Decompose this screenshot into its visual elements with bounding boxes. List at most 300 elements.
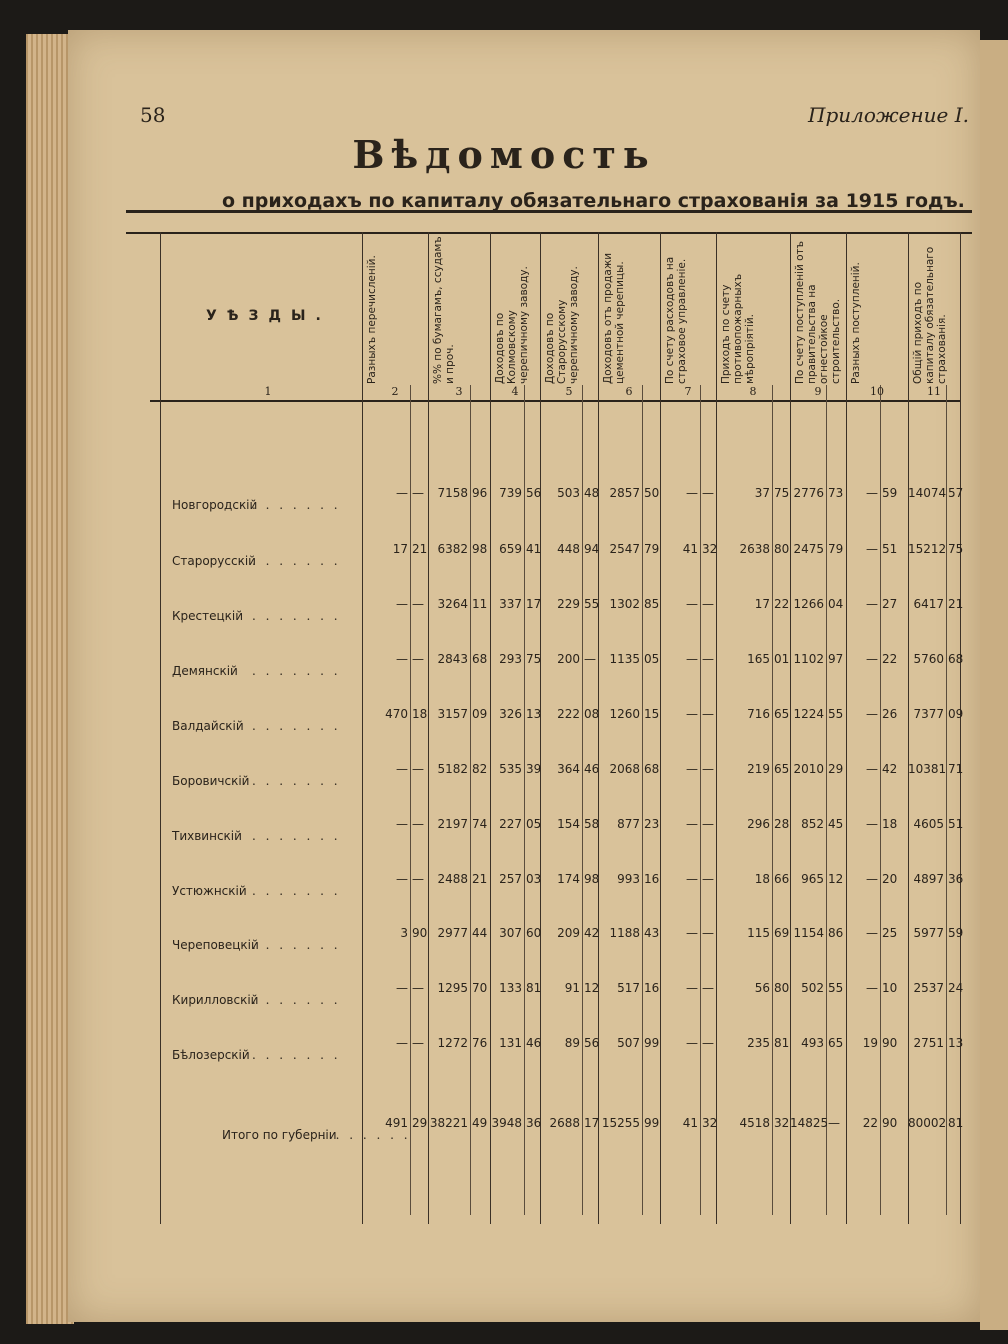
- cell-kopeks: 05: [644, 652, 660, 666]
- cell-rubles: 2638: [739, 542, 770, 556]
- cell-rubles: 80002: [908, 1116, 947, 1130]
- leader-dots: . . . . . . .: [252, 498, 341, 512]
- column-header: Разныхъ поступленій.: [850, 262, 862, 384]
- cell-kopeks: 51: [882, 542, 898, 556]
- district-name: Тихвинскій: [172, 829, 242, 843]
- cell-kopeks: —: [412, 817, 424, 831]
- cell-rubles: 364: [557, 762, 580, 776]
- page-number: 58: [140, 103, 166, 127]
- cell-rubles: 470: [385, 707, 408, 721]
- cell-rubles: 1295: [437, 981, 468, 995]
- cell-kopeks: 99: [644, 1116, 660, 1130]
- column-header: По счету поступленій отъ правительства на огнестойкое строительство.: [794, 240, 842, 384]
- kopek-divider: [946, 385, 947, 1215]
- cell-rubles: 3157: [437, 707, 468, 721]
- cell-kopeks: 42: [584, 926, 600, 940]
- cell-rubles: 229: [557, 597, 580, 611]
- cell-rubles: 10381: [908, 762, 947, 776]
- column-number: 1: [264, 385, 272, 398]
- cell-rubles: 2537: [913, 981, 944, 995]
- cell-rubles: 41: [682, 1116, 698, 1130]
- cell-kopeks: 01: [774, 652, 790, 666]
- cell-rubles: 38221: [429, 1116, 468, 1130]
- cell-rubles: 7158: [437, 486, 468, 500]
- cell-kopeks: —: [584, 652, 596, 666]
- cell-kopeks: 46: [584, 762, 600, 776]
- cell-rubles: —: [686, 762, 698, 776]
- cell-rubles: 165: [747, 652, 770, 666]
- column-header: %% по бумагамъ, ссудамъ и проч.: [432, 236, 456, 384]
- cell-rubles: 5182: [437, 762, 468, 776]
- column-header: По счету расходовъ на страховое управленіе.: [664, 256, 688, 384]
- cell-kopeks: 21: [472, 872, 488, 886]
- cell-kopeks: 55: [828, 707, 844, 721]
- cell-kopeks: 36: [948, 872, 964, 886]
- cell-kopeks: 98: [584, 872, 600, 886]
- cell-kopeks: 17: [526, 597, 542, 611]
- cell-kopeks: 65: [774, 762, 790, 776]
- kopek-divider: [470, 385, 471, 1215]
- cell-rubles: 209: [557, 926, 580, 940]
- cell-kopeks: 59: [948, 926, 964, 940]
- cell-kopeks: 81: [948, 1116, 964, 1130]
- cell-rubles: 7377: [913, 707, 944, 721]
- cell-kopeks: —: [412, 652, 424, 666]
- cell-rubles: —: [396, 1036, 408, 1050]
- cell-rubles: —: [686, 597, 698, 611]
- table-right-border: [960, 232, 961, 1224]
- kopek-divider: [700, 385, 701, 1215]
- cell-kopeks: —: [702, 1036, 714, 1050]
- cell-kopeks: 24: [948, 981, 964, 995]
- cell-kopeks: —: [702, 817, 714, 831]
- column-header: Приходъ по счету противопожарныхъ мѣропріятій.: [720, 273, 756, 384]
- cell-kopeks: 21: [412, 542, 428, 556]
- cell-rubles: 1302: [609, 597, 640, 611]
- cell-rubles: 5977: [913, 926, 944, 940]
- cell-kopeks: —: [412, 762, 424, 776]
- cell-rubles: 18: [754, 872, 770, 886]
- cell-kopeks: 75: [948, 542, 964, 556]
- cell-rubles: 91: [564, 981, 580, 995]
- cell-kopeks: 04: [828, 597, 844, 611]
- cell-rubles: 739: [499, 486, 522, 500]
- cell-rubles: 222: [557, 707, 580, 721]
- cell-rubles: 2547: [609, 542, 640, 556]
- cell-kopeks: 98: [472, 542, 488, 556]
- cell-rubles: 3264: [437, 597, 468, 611]
- cell-rubles: 296: [747, 817, 770, 831]
- district-name: Итого по губерніи: [222, 1128, 337, 1142]
- cell-kopeks: 76: [472, 1036, 488, 1050]
- cell-kopeks: 25: [882, 926, 898, 940]
- cell-rubles: —: [866, 486, 878, 500]
- cell-rubles: —: [866, 597, 878, 611]
- column-divider: [660, 232, 661, 1224]
- cell-kopeks: 90: [882, 1116, 898, 1130]
- column-divider: [362, 232, 363, 1224]
- column-divider: [790, 232, 791, 1224]
- district-name: Демянскій: [172, 664, 238, 678]
- cell-rubles: 2197: [437, 817, 468, 831]
- column-number: 4: [511, 385, 519, 398]
- cell-kopeks: 28: [774, 817, 790, 831]
- cell-kopeks: —: [412, 872, 424, 886]
- kopek-divider: [880, 385, 881, 1215]
- leader-dots: . . . . . . .: [252, 1048, 341, 1062]
- leader-dots: . . . . . . .: [252, 993, 341, 1007]
- cell-kopeks: 11: [472, 597, 488, 611]
- cell-kopeks: 44: [472, 926, 488, 940]
- cell-rubles: 17: [392, 542, 408, 556]
- cell-rubles: 37: [754, 486, 770, 500]
- cell-kopeks: 13: [526, 707, 542, 721]
- page-edge: [26, 34, 74, 1324]
- cell-rubles: —: [396, 597, 408, 611]
- column-number: 9: [814, 385, 822, 398]
- leader-dots: . . . . . . .: [252, 938, 341, 952]
- cell-rubles: 4605: [913, 817, 944, 831]
- cell-rubles: 257: [499, 872, 522, 886]
- cell-kopeks: 32: [702, 542, 718, 556]
- cell-kopeks: 68: [948, 652, 964, 666]
- cell-kopeks: —: [702, 486, 714, 500]
- cell-rubles: —: [866, 872, 878, 886]
- header-uezdy: УѢЗДЫ.: [206, 308, 331, 324]
- cell-rubles: 41: [682, 542, 698, 556]
- cell-kopeks: 29: [828, 762, 844, 776]
- document-title: Вѣдомость: [352, 132, 656, 177]
- cell-rubles: 14074: [908, 486, 947, 500]
- cell-kopeks: 32: [702, 1116, 718, 1130]
- district-name: Череповецкій: [172, 938, 259, 952]
- cell-rubles: —: [866, 981, 878, 995]
- cell-kopeks: 56: [526, 486, 542, 500]
- cell-rubles: 2977: [437, 926, 468, 940]
- kopek-divider: [772, 385, 773, 1215]
- cell-rubles: —: [866, 542, 878, 556]
- cell-rubles: 235: [747, 1036, 770, 1050]
- column-number: 6: [625, 385, 633, 398]
- cell-kopeks: 39: [526, 762, 542, 776]
- cell-rubles: 491: [385, 1116, 408, 1130]
- cell-kopeks: —: [702, 597, 714, 611]
- leader-dots: . . . . . . .: [252, 774, 341, 788]
- cell-kopeks: —: [412, 1036, 424, 1050]
- cell-rubles: —: [396, 762, 408, 776]
- cell-kopeks: 48: [584, 486, 600, 500]
- cell-kopeks: 51: [948, 817, 964, 831]
- column-divider: [490, 232, 491, 1224]
- cell-rubles: —: [686, 981, 698, 995]
- cell-rubles: 659: [499, 542, 522, 556]
- cell-kopeks: 94: [584, 542, 600, 556]
- cell-kopeks: 46: [526, 1036, 542, 1050]
- cell-kopeks: 17: [584, 1116, 600, 1130]
- cell-rubles: —: [686, 817, 698, 831]
- cell-kopeks: 41: [526, 542, 542, 556]
- appendix-label: Приложение I.: [808, 103, 969, 127]
- cell-kopeks: 74: [472, 817, 488, 831]
- cell-rubles: —: [396, 981, 408, 995]
- cell-rubles: 5760: [913, 652, 944, 666]
- leader-dots: . . . . . . .: [322, 1128, 411, 1142]
- cell-rubles: 1102: [793, 652, 824, 666]
- district-name: Крестецкій: [172, 609, 244, 623]
- cell-rubles: 15212: [908, 542, 947, 556]
- cell-rubles: —: [396, 652, 408, 666]
- district-name: Боровичскій: [172, 774, 250, 788]
- cell-kopeks: 75: [774, 486, 790, 500]
- cell-rubles: 502: [801, 981, 824, 995]
- cell-kopeks: 80: [774, 542, 790, 556]
- cell-rubles: 6417: [913, 597, 944, 611]
- cell-rubles: 2488: [437, 872, 468, 886]
- column-number: 5: [565, 385, 573, 398]
- cell-kopeks: 90: [882, 1036, 898, 1050]
- cell-kopeks: 68: [472, 652, 488, 666]
- column-header: Общій приходъ по капиталу обязательнаго страхованія.: [912, 246, 948, 384]
- district-name: Валдайскій: [172, 719, 244, 733]
- cell-kopeks: —: [412, 981, 424, 995]
- cell-rubles: —: [866, 926, 878, 940]
- kopek-divider: [524, 385, 525, 1215]
- cell-kopeks: 49: [472, 1116, 488, 1130]
- cell-rubles: —: [396, 872, 408, 886]
- document-subtitle: о приходахъ по капиталу обязательнаго страхованія за 1915 годъ.: [222, 190, 965, 212]
- cell-kopeks: 75: [526, 652, 542, 666]
- cell-rubles: 133: [499, 981, 522, 995]
- cell-rubles: 2857: [609, 486, 640, 500]
- cell-kopeks: 68: [644, 762, 660, 776]
- cell-rubles: —: [686, 486, 698, 500]
- cell-kopeks: 36: [526, 1116, 542, 1130]
- next-page-edge: [980, 40, 1008, 1330]
- cell-rubles: —: [866, 652, 878, 666]
- cell-kopeks: 65: [774, 707, 790, 721]
- cell-kopeks: 79: [828, 542, 844, 556]
- cell-rubles: —: [686, 707, 698, 721]
- cell-kopeks: 22: [882, 652, 898, 666]
- cell-rubles: —: [686, 926, 698, 940]
- cell-kopeks: 90: [412, 926, 428, 940]
- cell-rubles: 3948: [491, 1116, 522, 1130]
- column-number: 10: [870, 385, 884, 398]
- cell-kopeks: 96: [472, 486, 488, 500]
- cell-kopeks: 09: [472, 707, 488, 721]
- cell-kopeks: 79: [644, 542, 660, 556]
- column-number: 7: [684, 385, 692, 398]
- leader-dots: . . . . . . .: [252, 664, 341, 678]
- leader-dots: . . . . . . .: [252, 609, 341, 623]
- cell-kopeks: 55: [584, 597, 600, 611]
- cell-rubles: 307: [499, 926, 522, 940]
- cell-rubles: 535: [499, 762, 522, 776]
- cell-rubles: 1154: [793, 926, 824, 940]
- cell-kopeks: 05: [526, 817, 542, 831]
- cell-rubles: 716: [747, 707, 770, 721]
- cell-kopeks: 50: [644, 486, 660, 500]
- cell-kopeks: 18: [882, 817, 898, 831]
- cell-rubles: 852: [801, 817, 824, 831]
- cell-rubles: 1135: [609, 652, 640, 666]
- column-header: Доходовъ по Старорусскому черепичному заводу.: [544, 266, 580, 384]
- cell-kopeks: 86: [828, 926, 844, 940]
- cell-kopeks: 08: [584, 707, 600, 721]
- column-number: 11: [927, 385, 941, 398]
- cell-kopeks: 70: [472, 981, 488, 995]
- cell-rubles: 2475: [793, 542, 824, 556]
- cell-rubles: —: [396, 486, 408, 500]
- kopek-divider: [410, 385, 411, 1215]
- leader-dots: . . . . . . .: [252, 554, 341, 568]
- cell-kopeks: 81: [774, 1036, 790, 1050]
- cell-rubles: 1224: [793, 707, 824, 721]
- cell-rubles: —: [866, 707, 878, 721]
- cell-rubles: 2843: [437, 652, 468, 666]
- cell-rubles: 293: [499, 652, 522, 666]
- cell-kopeks: 42: [882, 762, 898, 776]
- cell-rubles: 503: [557, 486, 580, 500]
- cell-rubles: 507: [617, 1036, 640, 1050]
- cell-rubles: 219: [747, 762, 770, 776]
- cell-kopeks: 97: [828, 652, 844, 666]
- cell-rubles: 56: [754, 981, 770, 995]
- cell-rubles: —: [686, 872, 698, 886]
- cell-rubles: 517: [617, 981, 640, 995]
- cell-kopeks: 99: [644, 1036, 660, 1050]
- cell-rubles: 115: [747, 926, 770, 940]
- cell-kopeks: 23: [644, 817, 660, 831]
- column-divider: [908, 232, 909, 1224]
- cell-kopeks: 16: [644, 981, 660, 995]
- cell-kopeks: 66: [774, 872, 790, 886]
- cell-kopeks: 18: [412, 707, 428, 721]
- cell-kopeks: 22: [774, 597, 790, 611]
- cell-kopeks: 80: [774, 981, 790, 995]
- column-divider: [598, 232, 599, 1224]
- kopek-divider: [582, 385, 583, 1215]
- cell-kopeks: —: [702, 707, 714, 721]
- column-header: Разныхъ перечисленій.: [366, 255, 378, 384]
- cell-kopeks: —: [702, 872, 714, 886]
- table-left-border: [160, 232, 161, 1224]
- cell-kopeks: 45: [828, 817, 844, 831]
- cell-kopeks: 12: [584, 981, 600, 995]
- cell-rubles: 2688: [549, 1116, 580, 1130]
- cell-rubles: 227: [499, 817, 522, 831]
- top-rule: [126, 210, 972, 213]
- district-name: Старорусскій: [172, 554, 256, 568]
- cell-rubles: 4518: [739, 1116, 770, 1130]
- cell-kopeks: 26: [882, 707, 898, 721]
- cell-kopeks: —: [702, 652, 714, 666]
- kopek-divider: [642, 385, 643, 1215]
- district-name: Бѣлозерскій: [172, 1048, 250, 1062]
- cell-rubles: 2751: [913, 1036, 944, 1050]
- cell-rubles: 3: [400, 926, 408, 940]
- cell-kopeks: 32: [774, 1116, 790, 1130]
- cell-rubles: 877: [617, 817, 640, 831]
- cell-kopeks: 16: [644, 872, 660, 886]
- column-divider: [428, 232, 429, 1224]
- column-header: Доходовъ отъ продажи цементной черепицы.: [602, 252, 626, 384]
- cell-rubles: —: [396, 817, 408, 831]
- column-divider: [846, 232, 847, 1224]
- cell-kopeks: 57: [948, 486, 964, 500]
- cell-kopeks: —: [702, 762, 714, 776]
- leader-dots: . . . . . . .: [252, 829, 341, 843]
- cell-kopeks: —: [702, 926, 714, 940]
- leader-dots: . . . . . . .: [252, 884, 341, 898]
- cell-kopeks: 43: [644, 926, 660, 940]
- cell-rubles: 2010: [793, 762, 824, 776]
- cell-kopeks: 10: [882, 981, 898, 995]
- cell-kopeks: 59: [882, 486, 898, 500]
- cell-kopeks: —: [828, 1116, 840, 1130]
- column-divider: [716, 232, 717, 1224]
- cell-rubles: —: [686, 1036, 698, 1050]
- cell-rubles: 2068: [609, 762, 640, 776]
- cell-kopeks: 09: [948, 707, 964, 721]
- cell-rubles: —: [866, 762, 878, 776]
- cell-rubles: 19: [862, 1036, 878, 1050]
- cell-kopeks: 60: [526, 926, 542, 940]
- cell-rubles: 326: [499, 707, 522, 721]
- cell-rubles: 993: [617, 872, 640, 886]
- cell-rubles: 1188: [609, 926, 640, 940]
- cell-rubles: 174: [557, 872, 580, 886]
- district-name: Новгородскій: [172, 498, 258, 512]
- cell-kopeks: 21: [948, 597, 964, 611]
- cell-rubles: —: [686, 652, 698, 666]
- cell-kopeks: 55: [828, 981, 844, 995]
- cell-kopeks: 81: [526, 981, 542, 995]
- column-divider: [540, 232, 541, 1224]
- cell-kopeks: 73: [828, 486, 844, 500]
- cell-rubles: 1260: [609, 707, 640, 721]
- cell-rubles: —: [866, 817, 878, 831]
- cell-rubles: 89: [564, 1036, 580, 1050]
- cell-rubles: 200: [557, 652, 580, 666]
- cell-kopeks: 85: [644, 597, 660, 611]
- cell-kopeks: 82: [472, 762, 488, 776]
- cell-kopeks: 27: [882, 597, 898, 611]
- cell-rubles: 131: [499, 1036, 522, 1050]
- leader-dots: . . . . . . .: [252, 719, 341, 733]
- column-number: 2: [391, 385, 399, 398]
- cell-rubles: 15255: [601, 1116, 640, 1130]
- cell-kopeks: 03: [526, 872, 542, 886]
- cell-rubles: 448: [557, 542, 580, 556]
- cell-rubles: 1266: [793, 597, 824, 611]
- cell-kopeks: 65: [828, 1036, 844, 1050]
- cell-rubles: 6382: [437, 542, 468, 556]
- cell-rubles: 154: [557, 817, 580, 831]
- cell-rubles: 22: [862, 1116, 878, 1130]
- cell-kopeks: 71: [948, 762, 964, 776]
- cell-kopeks: 15: [644, 707, 660, 721]
- cell-kopeks: —: [412, 486, 424, 500]
- cell-kopeks: 20: [882, 872, 898, 886]
- cell-kopeks: —: [702, 981, 714, 995]
- kopek-divider: [826, 385, 827, 1215]
- cell-rubles: 4897: [913, 872, 944, 886]
- column-number: 8: [749, 385, 757, 398]
- cell-rubles: 965: [801, 872, 824, 886]
- cell-rubles: 493: [801, 1036, 824, 1050]
- cell-kopeks: 58: [584, 817, 600, 831]
